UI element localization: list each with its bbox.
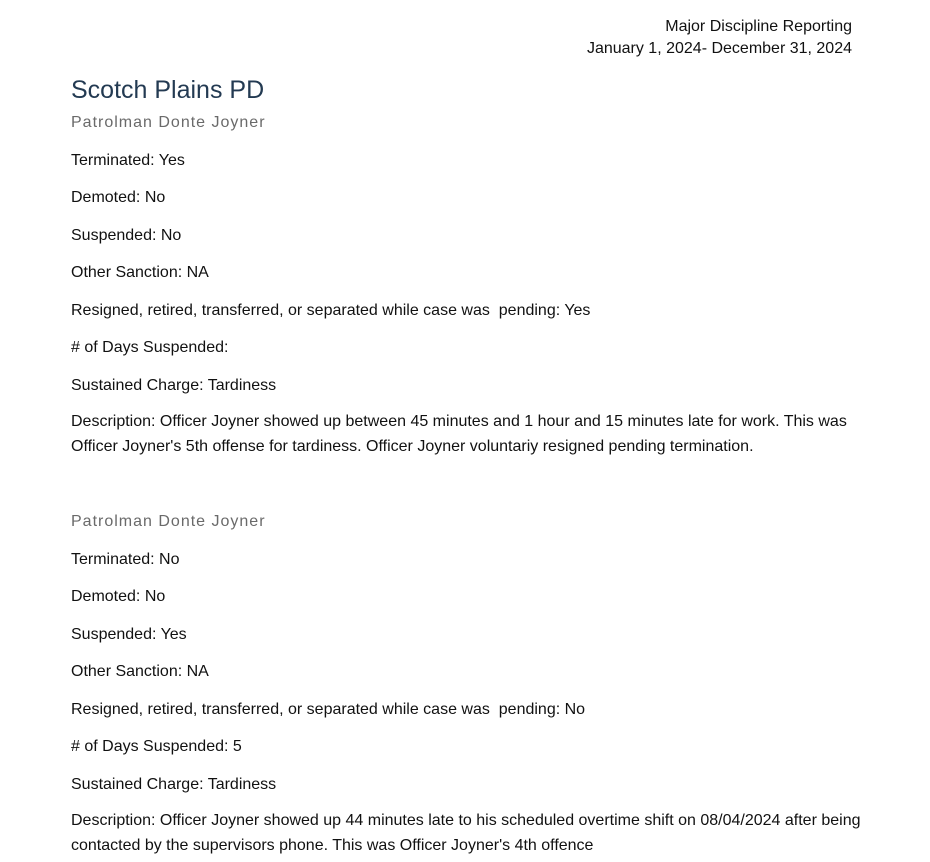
demoted-field: Demoted: No [71, 189, 166, 206]
resigned-field: Resigned, retired, transferred, or separated while case was pending: Yes [71, 301, 591, 319]
suspended-field: Suspended: Yes [71, 625, 187, 643]
days-suspended-field: # of Days Suspended: 5 [71, 738, 242, 755]
report-period: January 1, 2024- December 31, 2024 [586, 40, 852, 57]
description-field: Description: Officer Joyner showed up between 45 minutes and 1 hour and 15 minutes late for work. This was Officer Joyner's 5th offense for tardiness. Officer Joyner voluntariy resigned pending termination. [71, 412, 847, 455]
discipline-record [71, 510, 861, 858]
officer-name: Patrolman Donte Joyner [71, 114, 266, 131]
terminated-field: Terminated: Yes [71, 151, 185, 169]
report-title: Major Discipline Reporting [665, 18, 852, 35]
discipline-record [71, 111, 861, 459]
sustained-charge-field: Sustained Charge: Tardiness [71, 376, 277, 394]
days-suspended-field: # of Days Suspended: [71, 339, 229, 356]
terminated-field: Terminated: No [71, 550, 180, 568]
agency-name: Scotch Plains PD [71, 76, 265, 104]
other-sanction-field: Other Sanction: NA [71, 264, 209, 281]
description-field: Description: Officer Joyner showed up 44 minutes late to his scheduled overtime shift on 08/04/2024 after being contacted by the supervisors phone. This was Officer Joyner's 4th offence [71, 811, 861, 854]
sustained-charge-field: Sustained Charge: Tardiness [71, 775, 277, 793]
report-header [587, 16, 852, 60]
officer-name: Patrolman Donte Joyner [71, 513, 266, 530]
demoted-field: Demoted: No [71, 588, 166, 605]
resigned-field: Resigned, retired, transferred, or separated while case was pending: No [71, 700, 586, 718]
other-sanction-field: Other Sanction: NA [71, 663, 209, 680]
suspended-field: Suspended: No [71, 226, 182, 244]
